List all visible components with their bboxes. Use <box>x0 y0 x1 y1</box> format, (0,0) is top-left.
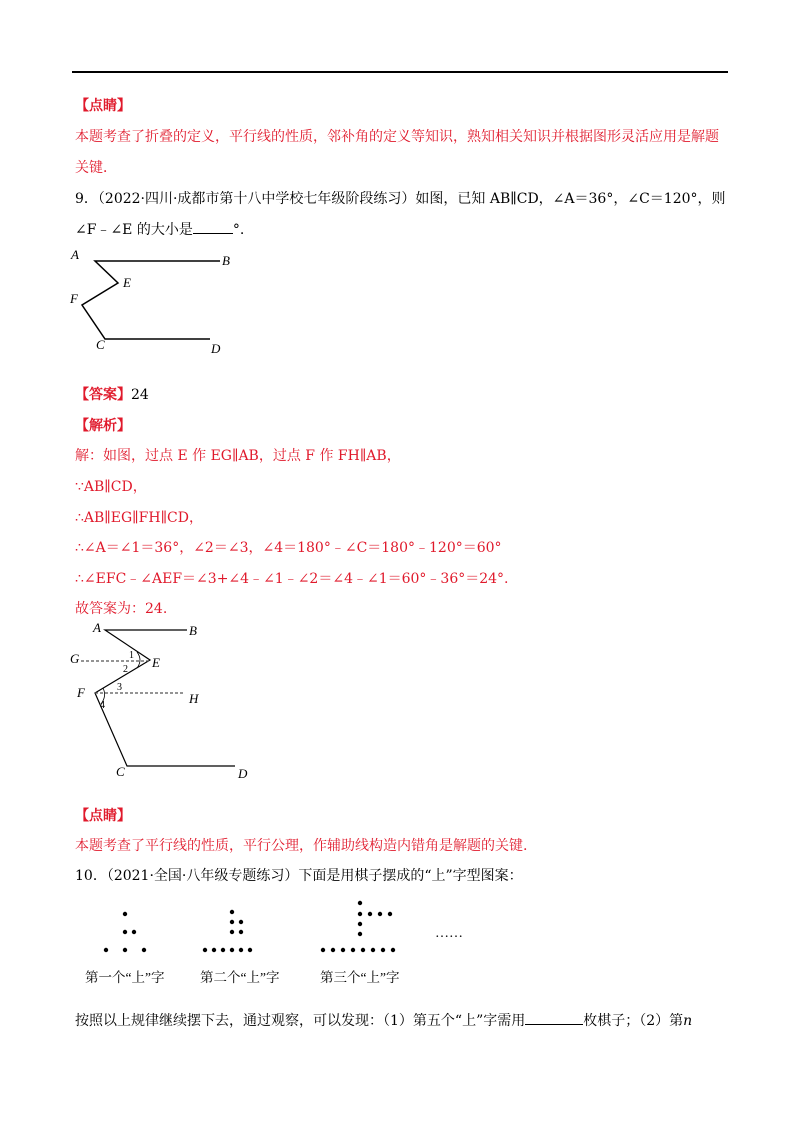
fig2-label-A: A <box>93 620 101 635</box>
q9-stem-line1: 9．（2022·四川·成都市第十八中学校七年级阶段练习）如图，已知 AB∥CD，∠A＝36°，∠C＝120°，则 <box>75 191 726 207</box>
fig2-angle-1: 1 <box>129 650 134 661</box>
fig2-label-G: G <box>70 651 80 666</box>
caption-2: 第二个“上”字 <box>200 970 280 985</box>
answer-line <box>75 385 149 405</box>
pattern-ellipsis: …… <box>435 926 463 941</box>
q9-stem-line2-pre: ∠F﹣∠E 的大小是 <box>75 222 193 238</box>
fig2-label-F: F <box>77 685 85 700</box>
q10-answer-blank <box>525 1024 583 1025</box>
q10-line2-n: n <box>683 1013 693 1029</box>
fig2-angle-2: 2 <box>123 664 128 675</box>
q9-label-B: B <box>222 253 230 268</box>
pattern-2 <box>203 910 252 952</box>
q10-stem-line1: 10．（2021·全国·八年级专题练习）下面是用棋子摆成的“上”字型图案： <box>75 868 523 884</box>
fig2-angle-4: 4 <box>100 700 105 711</box>
analysis-figure <box>65 618 265 783</box>
dianjing-text-2: 本题考查了平行线的性质，平行公理，作辅助线构造内错角是解题的关键. <box>75 838 528 854</box>
q10-stem-line2 <box>75 1011 692 1031</box>
analysis-figure-lines <box>95 630 235 766</box>
q9-label-A: A <box>71 247 79 262</box>
dianjing-title-1: 【点睛】 <box>75 98 131 114</box>
answer-title: 【答案】 <box>75 387 131 403</box>
fig2-label-B: B <box>189 623 197 638</box>
analysis-line-2: ∵AB∥CD， <box>75 479 147 495</box>
pattern-3 <box>321 901 395 952</box>
analysis-line-3: ∴AB∥EG∥FH∥CD， <box>75 510 203 526</box>
analysis-title: 【解析】 <box>75 418 131 434</box>
answer-value: 24 <box>131 387 149 403</box>
q9-label-E: E <box>123 275 131 290</box>
q10-line2-pre: 按照以上规律继续摆下去，通过观察，可以发现：（1）第五个“上”字需用 <box>75 1013 526 1029</box>
fig2-label-C: C <box>116 764 125 779</box>
dianjing-title-2: 【点睛】 <box>75 808 131 824</box>
q9-answer-blank <box>193 233 233 234</box>
dianjing-text-1a: 本题考查了折叠的定义，平行线的性质，邻补角的定义等知识，熟知相关知识并根据图形灵活应用是解题 <box>75 129 719 145</box>
dianjing-text-1b: 关键． <box>75 160 117 176</box>
pattern-1 <box>104 912 146 952</box>
q9-label-C: C <box>96 337 105 352</box>
q10-pattern-figure <box>75 892 485 992</box>
caption-1: 第一个“上”字 <box>85 970 165 985</box>
analysis-line-5: ∴∠EFC﹣∠AEF＝∠3+∠4﹣∠1﹣∠2＝∠4﹣∠1＝60°﹣36°＝24°. <box>75 571 509 587</box>
fig2-label-D: D <box>238 766 248 781</box>
analysis-line-4: ∴∠A＝∠1＝36°，∠2＝∠3，∠4＝180°﹣∠C＝180°﹣120°＝60° <box>75 540 502 556</box>
fig2-label-H: H <box>189 691 199 706</box>
fig2-label-E: E <box>152 655 160 670</box>
caption-3: 第三个“上”字 <box>320 970 400 985</box>
q9-stem-line2 <box>75 220 244 240</box>
q9-label-F: F <box>70 291 78 306</box>
q9-stem-line2-post: °. <box>232 222 245 238</box>
fig2-angle-3: 3 <box>117 682 122 693</box>
analysis-conclusion: 故答案为：24. <box>75 601 168 617</box>
q10-line2-mid: 枚棋子；（2）第 <box>583 1013 684 1029</box>
q9-label-D: D <box>211 341 221 356</box>
header-rule <box>72 71 728 73</box>
q9-figure <box>65 243 245 358</box>
q9-figure-lines <box>82 261 220 339</box>
analysis-line-1: 解：如图，过点 E 作 EG∥AB，过点 F 作 FH∥AB， <box>75 448 401 464</box>
